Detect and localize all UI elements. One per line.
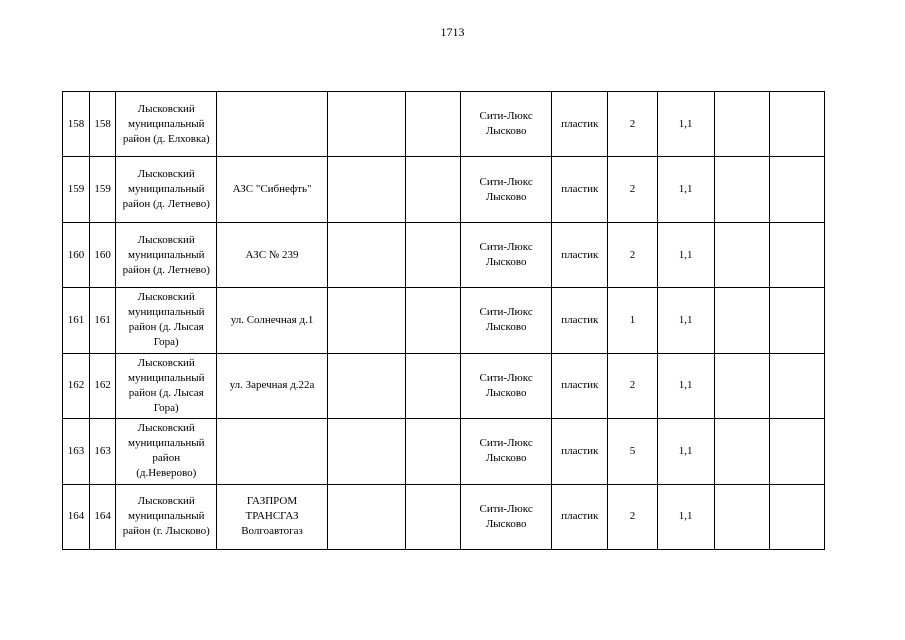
owner-cell: Сити-Люкс Лысково — [461, 484, 552, 549]
empty-cell — [405, 484, 460, 549]
address-cell: АЗС № 239 — [217, 222, 327, 287]
table-row — [63, 157, 825, 222]
row-number-cell: 160 — [63, 222, 90, 287]
quantity-cell: 2 — [608, 484, 657, 549]
area-cell: 1,1 — [657, 157, 714, 222]
area-cell: 1,1 — [657, 419, 714, 484]
empty-cell — [769, 92, 824, 157]
empty-cell — [769, 419, 824, 484]
owner-cell: Сити-Люкс Лысково — [461, 353, 552, 418]
area-cell: 1,1 — [657, 288, 714, 353]
item-number-cell: 162 — [90, 353, 116, 418]
table-row — [63, 484, 825, 549]
empty-cell — [714, 222, 769, 287]
quantity-cell: 2 — [608, 353, 657, 418]
quantity-cell: 2 — [608, 222, 657, 287]
area-cell: 1,1 — [657, 353, 714, 418]
item-number-cell: 163 — [90, 419, 116, 484]
empty-cell — [405, 92, 460, 157]
empty-cell — [405, 222, 460, 287]
district-cell: Лысковский муниципальный район (д. Лысая Гора) — [116, 353, 217, 418]
address-cell — [217, 419, 327, 484]
empty-cell — [327, 157, 405, 222]
quantity-cell: 1 — [608, 288, 657, 353]
address-cell: ул. Солнечная д.1 — [217, 288, 327, 353]
material-cell: пластик — [552, 157, 608, 222]
quantity-cell: 2 — [608, 157, 657, 222]
row-number-cell: 164 — [63, 484, 90, 549]
material-cell: пластик — [552, 419, 608, 484]
quantity-cell: 2 — [608, 92, 657, 157]
empty-cell — [327, 353, 405, 418]
material-cell: пластик — [552, 353, 608, 418]
table-row — [63, 353, 825, 418]
empty-cell — [714, 484, 769, 549]
owner-cell: Сити-Люкс Лысково — [461, 222, 552, 287]
owner-cell: Сити-Люкс Лысково — [461, 92, 552, 157]
row-number-cell: 159 — [63, 157, 90, 222]
empty-cell — [769, 353, 824, 418]
empty-cell — [405, 288, 460, 353]
empty-cell — [714, 353, 769, 418]
empty-cell — [327, 92, 405, 157]
item-number-cell: 164 — [90, 484, 116, 549]
address-cell: ул. Заречная д.22а — [217, 353, 327, 418]
owner-cell: Сити-Люкс Лысково — [461, 288, 552, 353]
empty-cell — [714, 288, 769, 353]
area-cell: 1,1 — [657, 222, 714, 287]
owner-cell: Сити-Люкс Лысково — [461, 419, 552, 484]
item-number-cell: 158 — [90, 92, 116, 157]
empty-cell — [405, 419, 460, 484]
table-row — [63, 222, 825, 287]
item-number-cell: 160 — [90, 222, 116, 287]
material-cell: пластик — [552, 288, 608, 353]
item-number-cell: 161 — [90, 288, 116, 353]
empty-cell — [769, 484, 824, 549]
district-cell: Лысковский муниципальный район (г. Лысково) — [116, 484, 217, 549]
empty-cell — [769, 222, 824, 287]
empty-cell — [327, 419, 405, 484]
page-number: 1713 — [440, 25, 465, 39]
district-cell: Лысковский муниципальный район (д. Елховка) — [116, 92, 217, 157]
item-number-cell: 159 — [90, 157, 116, 222]
table-row — [63, 92, 825, 157]
address-cell: АЗС "Сибнефть" — [217, 157, 327, 222]
quantity-cell: 5 — [608, 419, 657, 484]
row-number-cell: 158 — [63, 92, 90, 157]
empty-cell — [714, 157, 769, 222]
district-cell: Лысковский муниципальный район (д.Неверово) — [116, 419, 217, 484]
empty-cell — [405, 157, 460, 222]
area-cell: 1,1 — [657, 484, 714, 549]
district-cell: Лысковский муниципальный район (д. Лысая Гора) — [116, 288, 217, 353]
empty-cell — [327, 484, 405, 549]
table-row — [63, 419, 825, 484]
district-cell: Лысковский муниципальный район (д. Летнево) — [116, 222, 217, 287]
empty-cell — [769, 157, 824, 222]
empty-cell — [714, 419, 769, 484]
material-cell: пластик — [552, 92, 608, 157]
row-number-cell: 162 — [63, 353, 90, 418]
empty-cell — [327, 288, 405, 353]
owner-cell: Сити-Люкс Лысково — [461, 157, 552, 222]
material-cell: пластик — [552, 484, 608, 549]
data-table — [62, 91, 825, 550]
address-cell: ГАЗПРОМ ТРАНСГАЗ Волгоавтогаз — [217, 484, 327, 549]
area-cell: 1,1 — [657, 92, 714, 157]
empty-cell — [769, 288, 824, 353]
empty-cell — [327, 222, 405, 287]
row-number-cell: 163 — [63, 419, 90, 484]
empty-cell — [405, 353, 460, 418]
table-row — [63, 288, 825, 353]
row-number-cell: 161 — [63, 288, 90, 353]
material-cell: пластик — [552, 222, 608, 287]
district-cell: Лысковский муниципальный район (д. Летнево) — [116, 157, 217, 222]
address-cell — [217, 92, 327, 157]
empty-cell — [714, 92, 769, 157]
